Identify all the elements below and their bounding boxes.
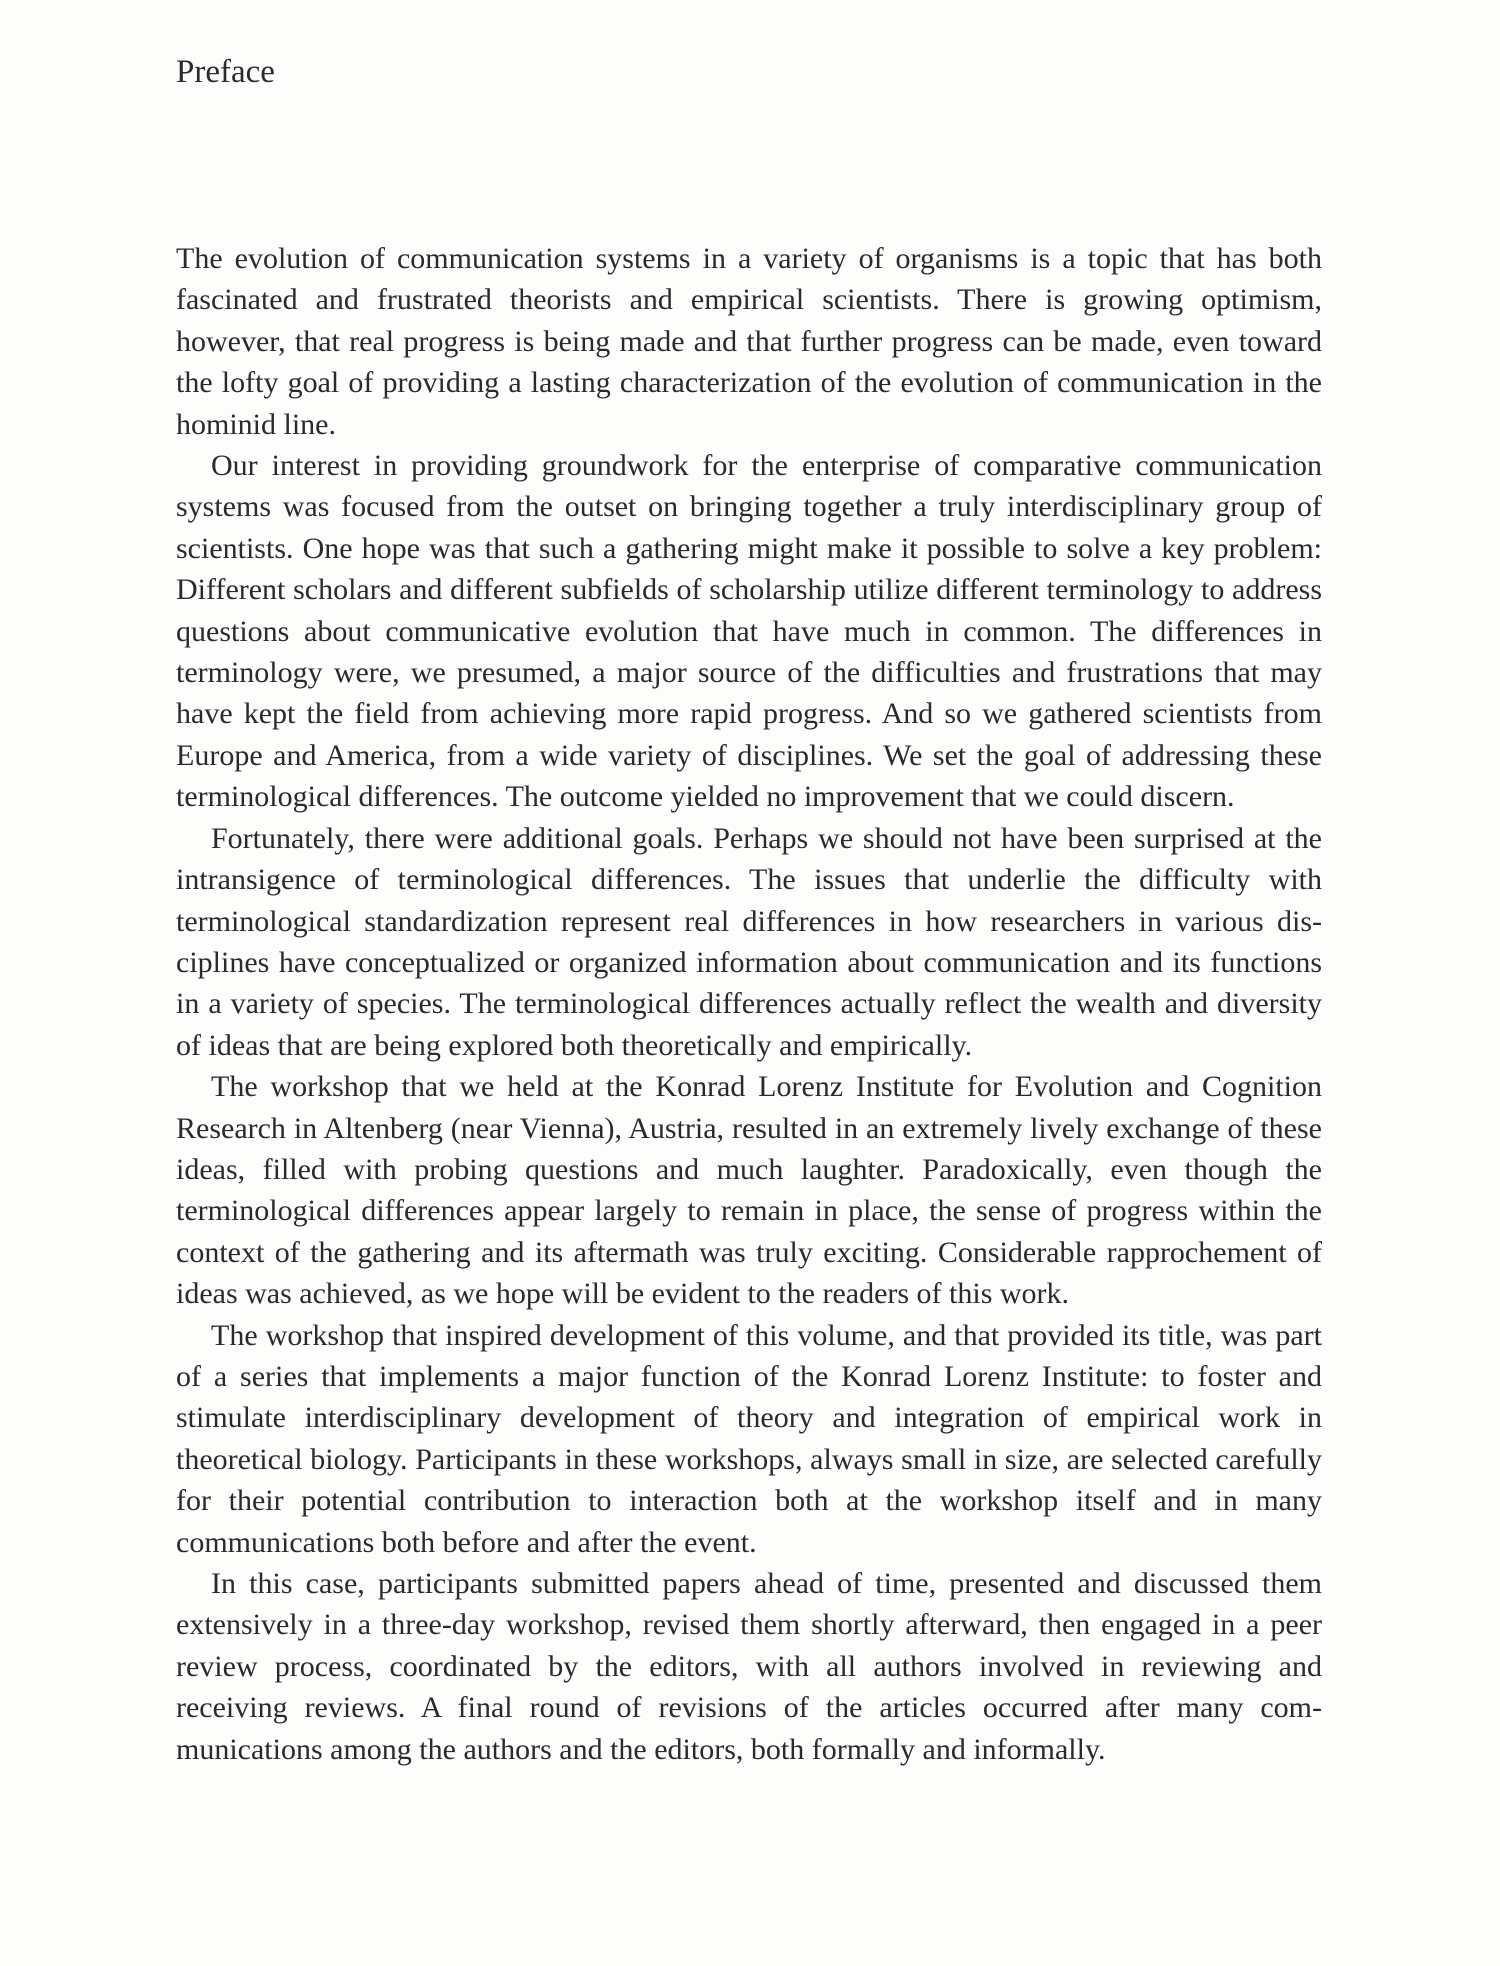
paragraph-4: The workshop that we held at the Konrad Lorenz Institute for Evolution and Cognition Research in Altenberg (near Vienna), Austria, resulted in an extremely lively exchange of these ideas, filled with probing questions and much laughter. Paradoxically, even though the terminological differences appear largely to remain in place, the sense of progress within the context of the gathering and its aftermath was truly exciting. Considerable rapprochement of ideas was achieved, as we hope will be evident to the readers of this work. [176,1070,1322,1311]
paragraph-5: The workshop that inspired development of this volume, and that provided its title, was part of a series that implements a major function of the Konrad Lorenz Institute: to foster and stimulate interdisciplinary development of theory and integration of empirical work in theoretical biology. Participants in these workshops, always small in size, are selected carefully for their potential contribution to interaction both at the workshop itself and in many communications both before and after the event. [176,1318,1322,1559]
preface-body [176,238,1322,1770]
paragraph-1: The evolution of communication systems in a variety of organisms is a topic that has both fascinated and frustrated theorists and empirical scientists. There is growing optimism, however, that real progress is being made and that further progress can be made, even toward the lofty goal of providing a lasting characterization of the evolution of communication in the hominid line. [176,242,1322,441]
paragraph-3: Fortunately, there were additional goals. Perhaps we should not have been surprised at the intransigence of terminological differences. The issues that underlie the difficulty with terminological standardization represent real differences in how researchers in various disciplines have conceptualized or organized information about communication and its functions in a variety of species. The terminological differences actually reflect the wealth and diversity of ideas that are being explored both theoretically and empirically. [176,821,1322,1062]
paragraph-6: In this case, participants submitted papers ahead of time, presented and discussed them extensively in a three-day workshop, revised them shortly afterward, then engaged in a peer review process, coordinated by the editors, with all authors involved in reviewing and receiving reviews. A final round of revisions of the articles occurred after many communications among the authors and the editors, both formally and informally. [176,1567,1322,1766]
page-title: Preface [176,54,275,90]
paragraph-2: Our interest in providing groundwork for the enterprise of comparative communication systems was focused from the outset on bringing together a truly interdisciplinary group of scientists. One hope was that such a gathering might make it possible to solve a key problem: Different scholars and different subfields of scholarship utilize different terminology to address questions about communicative evolution that have much in common. The differences in terminology were, we presumed, a major source of the difficulties and frustrations that may have kept the field from achieving more rapid progress. And so we gathered scientists from Europe and America, from a wide variety of disciplines. We set the goal of addressing these terminological differences. The outcome yielded no improvement that we could discern. [176,449,1322,814]
